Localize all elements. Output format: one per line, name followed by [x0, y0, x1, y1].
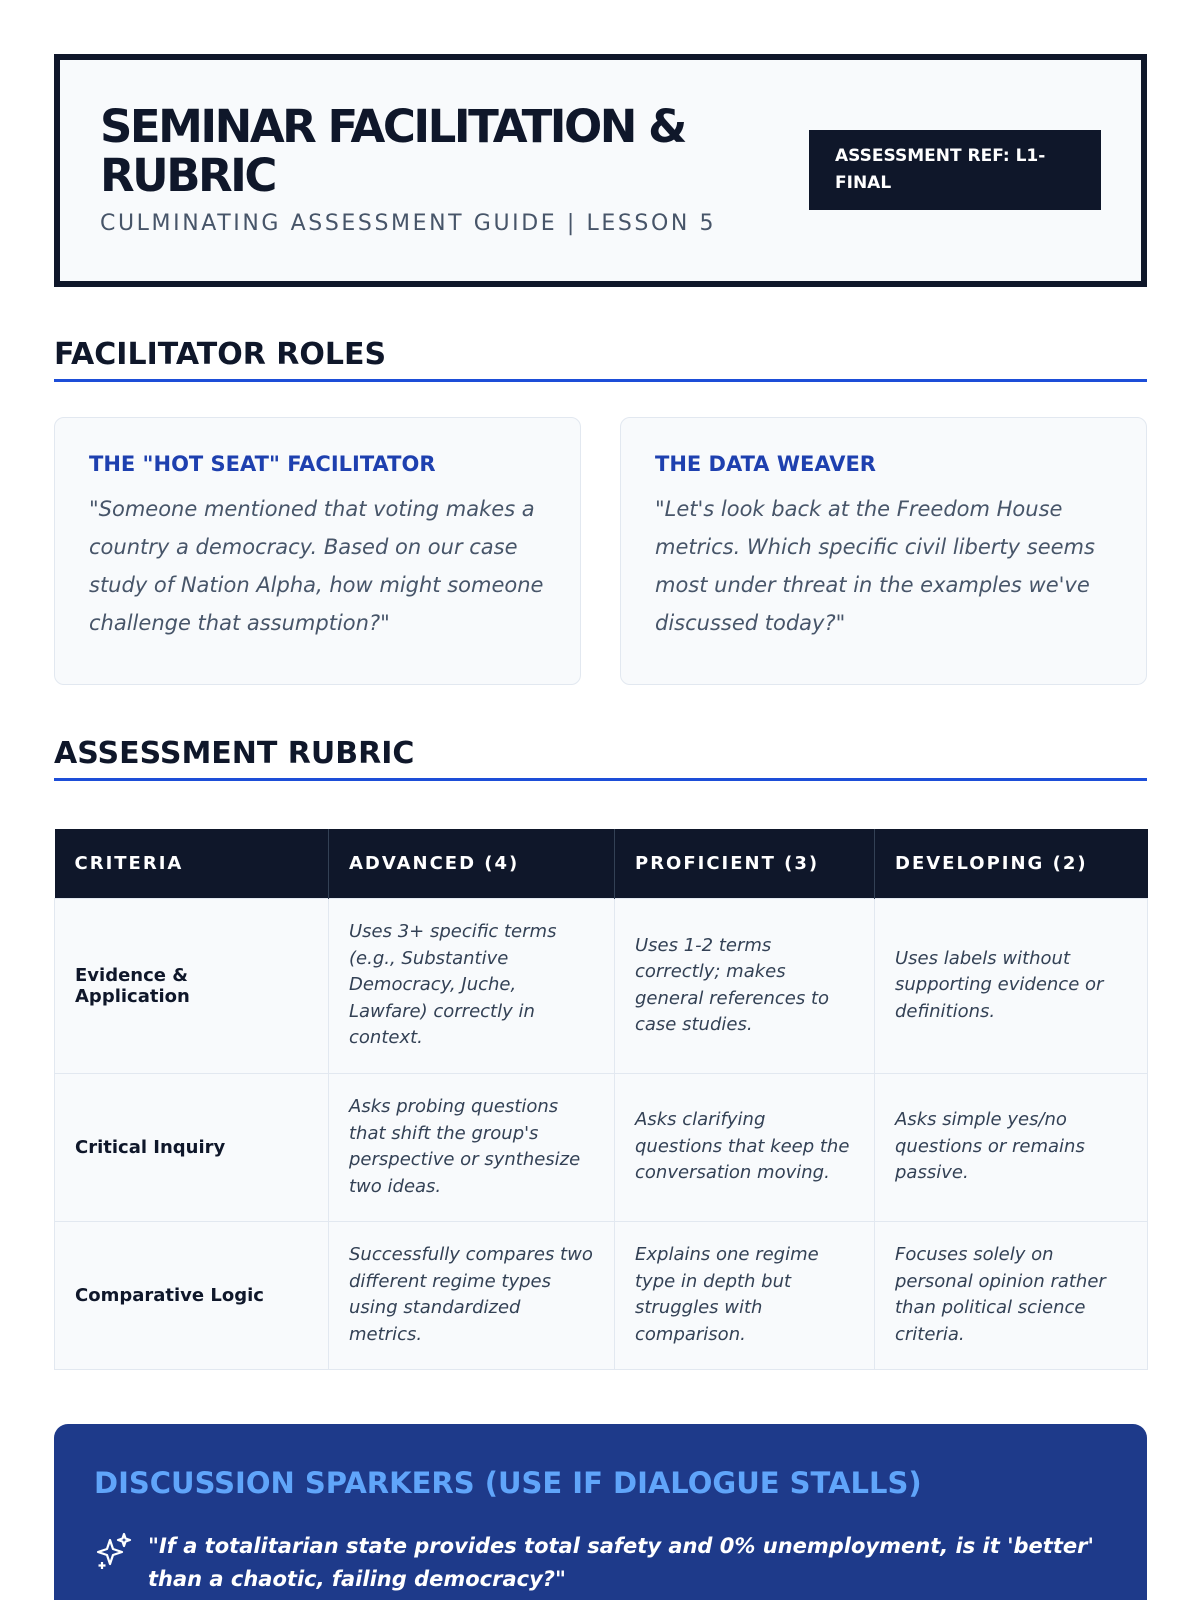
sparkers-title: DISCUSSION SPARKERS (USE IF DIALOGUE STALLS)	[94, 1466, 922, 1500]
document-header	[54, 54, 1147, 287]
role-quote: "Let's look back at the Freedom House metrics. Which specific civil liberty seems most under threat in the examples we've discussed today?"	[655, 497, 1095, 635]
rubric-table	[54, 829, 1148, 1370]
table-row	[55, 898, 1148, 1073]
discussion-sparkers-panel	[54, 1424, 1147, 1600]
document-subtitle: CULMINATING ASSESSMENT GUIDE | LESSON 5	[100, 211, 717, 236]
table-row	[55, 1073, 1148, 1221]
document-page	[54, 54, 1147, 1591]
document-title: SEMINAR FACILITATION & RUBRIC	[100, 100, 685, 202]
column-header-criteria: CRITERIA	[55, 829, 329, 898]
developing-cell: Uses labels without supporting evidence or definitions.	[875, 898, 1148, 1073]
assessment-ref-badge: ASSESSMENT REF: L1-FINAL	[809, 130, 1101, 210]
rubric-header-row	[55, 829, 1148, 898]
column-header-advanced: ADVANCED (4)	[329, 829, 615, 898]
proficient-cell: Asks clarifying questions that keep the conversation moving.	[615, 1073, 875, 1221]
column-header-developing: DEVELOPING (2)	[875, 829, 1148, 898]
role-title: THE "HOT SEAT" FACILITATOR	[89, 452, 436, 476]
facilitator-roles-heading: FACILITATOR ROLES	[54, 337, 1147, 382]
table-row	[55, 1221, 1148, 1369]
assessment-rubric-heading: ASSESSMENT RUBRIC	[54, 736, 1147, 781]
role-card-data-weaver	[620, 417, 1147, 685]
proficient-cell: Uses 1-2 terms correctly; makes general references to case studies.	[615, 898, 875, 1073]
role-title: THE DATA WEAVER	[655, 452, 876, 476]
developing-cell: Asks simple yes/no questions or remains passive.	[875, 1073, 1148, 1221]
role-card-hot-seat	[54, 417, 581, 685]
advanced-cell: Successfully compares two different regime types using standardized metrics.	[329, 1221, 615, 1369]
criteria-cell: Critical Inquiry	[55, 1073, 329, 1221]
role-quote: "Someone mentioned that voting makes a country a democracy. Based on our case study of Nation Alpha, how might someone challenge that assumption?"	[89, 497, 544, 635]
column-header-proficient: PROFICIENT (3)	[615, 829, 875, 898]
developing-cell: Focuses solely on personal opinion rather than political science criteria.	[875, 1221, 1148, 1369]
sparkles-icon	[94, 1531, 134, 1571]
proficient-cell: Explains one regime type in depth but struggles with comparison.	[615, 1221, 875, 1369]
sparker-item	[94, 1530, 1107, 1596]
criteria-cell: Evidence & Application	[55, 898, 329, 1073]
sparker-text: "If a totalitarian state provides total safety and 0% unemployment, is it 'better' than a chaotic, failing democracy?"	[148, 1534, 1094, 1591]
advanced-cell: Uses 3+ specific terms (e.g., Substantive Democracy, Juche, Lawfare) correctly in context.	[329, 898, 615, 1073]
criteria-cell: Comparative Logic	[55, 1221, 329, 1369]
advanced-cell: Asks probing questions that shift the group's perspective or synthesize two ideas.	[329, 1073, 615, 1221]
